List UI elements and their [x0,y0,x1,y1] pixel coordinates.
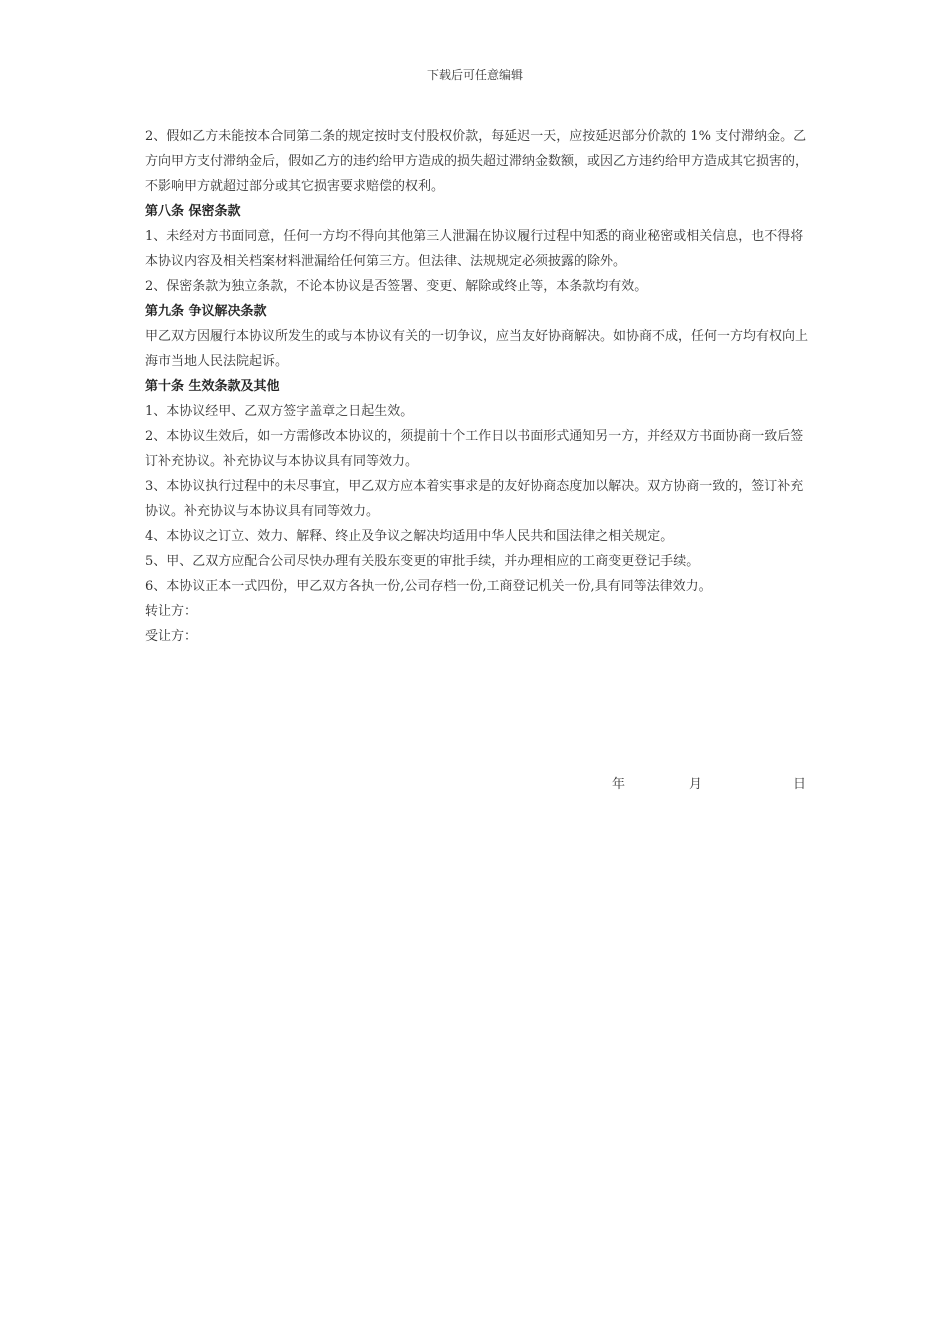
clause-10-heading: 第十条 生效条款及其他 [145,379,280,394]
clause-9-paragraph: 甲乙双方因履行本协议所发生的或与本协议有关的一切争议，应当友好协商解决。如协商不成，任何一方均有权向上海市当地人民法院起诉。 [145,329,809,369]
clause-10-paragraph-1: 1、本协议经甲、乙双方签字盖章之日起生效。 [145,404,414,419]
page-header: 下载后可任意编辑 [426,68,523,82]
clause-7-paragraph-2: 2、假如乙方未能按本合同第二条的规定按时支付股权价款，每延迟一天，应按延迟部分价款的 1% 支付滞纳金。乙方向甲方支付滞纳金后，假如乙方的违约给甲方造成的损失超过滞纳金数额，或因乙方违约给甲方造成其它损害的，不影响甲方就超过部分或其它损害要求赔偿的权利。 [145,129,809,194]
date-day-label: 日 [793,777,807,792]
clause-9-heading: 第九条 争议解决条款 [145,304,267,319]
clause-8-paragraph-1: 1、未经对方书面同意，任何一方均不得向其他第三人泄漏在协议履行过程中知悉的商业秘密或相关信息，也不得将本协议内容及相关档案材料泄漏给任何第三方。但法律、法规规定必须披露的除外。 [145,229,804,269]
transferee-signature-label: 受让方： [145,629,198,644]
date-month-label: 月 [689,777,703,792]
clause-10-paragraph-5: 5、甲、乙双方应配合公司尽快办理有关股东变更的审批手续，并办理相应的工商变更登记手续。 [145,554,700,569]
clause-8-paragraph-2: 2、保密条款为独立条款，不论本协议是否签署、变更、解除或终止等，本条款均有效。 [145,279,648,294]
clause-10-paragraph-2: 2、本协议生效后，如一方需修改本协议的，须提前十个工作日以书面形式通知另一方，并经双方书面协商一致后签订补充协议。补充协议与本协议具有同等效力。 [145,429,804,469]
clause-10-paragraph-6: 6、本协议正本一式四份，甲乙双方各执一份,公司存档一份,工商登记机关一份,具有同等法律效力。 [145,579,712,594]
date-year-label: 年 [612,777,626,792]
document-body [145,124,810,649]
clause-10-paragraph-4: 4、本协议之订立、效力、解释、终止及争议之解决均适用中华人民共和国法律之相关规定。 [145,529,674,544]
transferor-signature-label: 转让方： [145,604,198,619]
clause-10-paragraph-3: 3、本协议执行过程中的未尽事宜，甲乙双方应本着实事求是的友好协商态度加以解决。双方协商一致的，签订补充协议。补充协议与本协议具有同等效力。 [145,479,804,519]
clause-8-heading: 第八条 保密条款 [145,204,241,219]
